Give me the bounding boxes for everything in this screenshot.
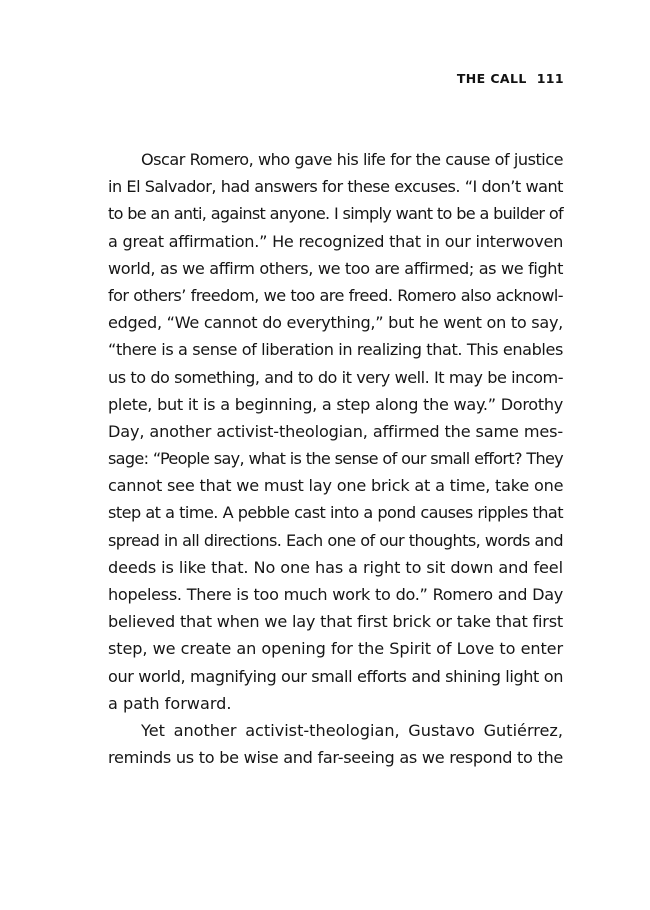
- text-line: world, as we affirm others, we too are affirmed; as we fight: [108, 258, 563, 278]
- section-title: THE CALL: [456, 71, 527, 86]
- text-line: a great affirmation.” He recognized that in our interwoven: [108, 231, 564, 251]
- text-line: believed that when we lay that first brick or take that first: [108, 612, 563, 632]
- text-line: reminds us to be wise and far-seeing as we respond to the: [108, 748, 563, 768]
- text-line: in El Salvador, had answers for these excuses. “I don’t want: [108, 177, 563, 197]
- text-line: sage: “People say, what is the sense of our small effort? They: [108, 449, 563, 469]
- text-line: edged, “We cannot do everything,” but he went on to say,: [108, 313, 563, 333]
- text-line: step at a time. A pebble cast into a pond causes ripples that: [108, 503, 563, 523]
- running-head: [457, 71, 564, 86]
- text-line: step, we create an opening for the Spirit of Love to enter: [108, 639, 563, 659]
- text-line: Day, another activist-theologian, affirmed the same mes-: [108, 421, 563, 441]
- paragraph: [108, 146, 563, 717]
- body-text: [108, 146, 563, 771]
- page-number: 111: [536, 71, 564, 86]
- text-line: “there is a sense of liberation in realizing that. This enables: [108, 340, 563, 360]
- text-line: a path forward.: [108, 693, 232, 713]
- text-line: cannot see that we must lay one brick at a time, take one: [108, 476, 564, 496]
- text-line: hopeless. There is too much work to do.” Romero and Day: [108, 585, 563, 604]
- text-line: deeds is like that. No one has a right to sit down and feel: [108, 557, 563, 577]
- paragraph: [108, 717, 563, 771]
- text-line: Oscar Romero, who gave his life for the cause of justice: [141, 150, 563, 169]
- text-line: Yet another activist-theologian, Gustavo Gutiérrez,: [141, 720, 563, 740]
- text-line: plete, but it is a beginning, a step along the way.” Dorothy: [108, 394, 563, 414]
- text-line: for others’ freedom, we too are freed. Romero also acknowl-: [108, 285, 563, 305]
- text-line: our world, magnifying our small efforts and shining light on: [108, 666, 563, 686]
- text-line: us to do something, and to do it very well. It may be incom-: [108, 367, 563, 387]
- text-line: to be an anti, against anyone. I simply want to be a builder of: [108, 204, 563, 224]
- text-line: spread in all directions. Each one of our thoughts, words and: [108, 530, 563, 550]
